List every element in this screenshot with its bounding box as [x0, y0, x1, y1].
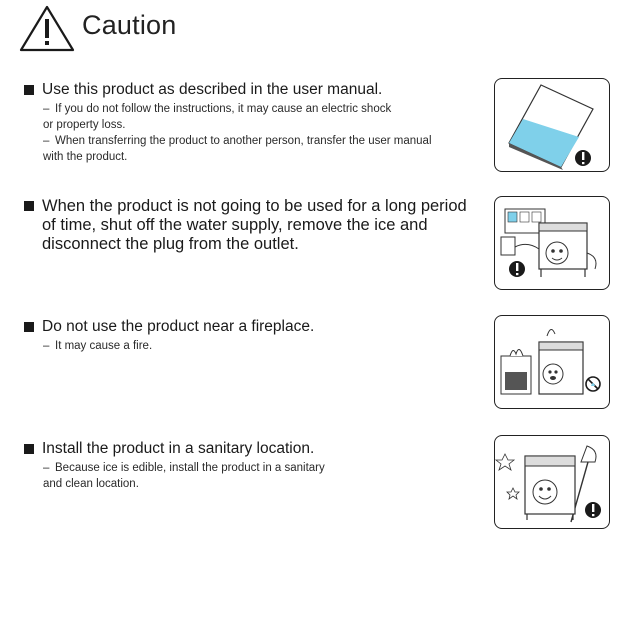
caution-item-long-period — [24, 197, 467, 254]
fireplace-hazard-illustration — [494, 315, 610, 409]
bullet-square — [24, 322, 34, 332]
caution-item-sanitary — [24, 440, 325, 492]
detail-line: – Because ice is edible, install the product in a sanitary — [43, 462, 325, 474]
detail-continuation: and clean location. — [43, 478, 139, 490]
unplug-ice-maker-illustration — [494, 196, 610, 290]
caution-item-fireplace — [24, 318, 314, 354]
caution-header — [18, 4, 176, 52]
item-heading-line: When the product is not going to be used for a long period — [42, 197, 467, 215]
detail-line: – When transferring the product to another person, transfer the user manual — [43, 135, 432, 147]
item-heading-line: disconnect the plug from the outlet. — [42, 235, 299, 253]
detail-continuation: with the product. — [43, 151, 128, 163]
sanitary-location-illustration — [494, 435, 610, 529]
caution-item-manual — [24, 81, 432, 165]
item-heading: Do not use the product near a fireplace. — [42, 318, 315, 335]
detail-continuation: or property loss. — [43, 119, 126, 131]
bullet-square — [24, 201, 34, 211]
warning-triangle-icon — [18, 4, 76, 52]
user-manual-illustration — [494, 78, 610, 172]
detail-line: – If you do not follow the instructions, it may cause an electric shock — [43, 103, 392, 115]
detail-line: – It may cause a fire. — [43, 340, 153, 352]
page-title: Caution — [82, 9, 177, 40]
bullet-square — [24, 85, 34, 95]
item-heading-line: of time, shut off the water supply, remove the ice and — [42, 216, 428, 234]
item-heading: Install the product in a sanitary location. — [42, 440, 315, 457]
bullet-square — [24, 444, 34, 454]
item-heading: Use this product as described in the user manual. — [42, 81, 383, 98]
